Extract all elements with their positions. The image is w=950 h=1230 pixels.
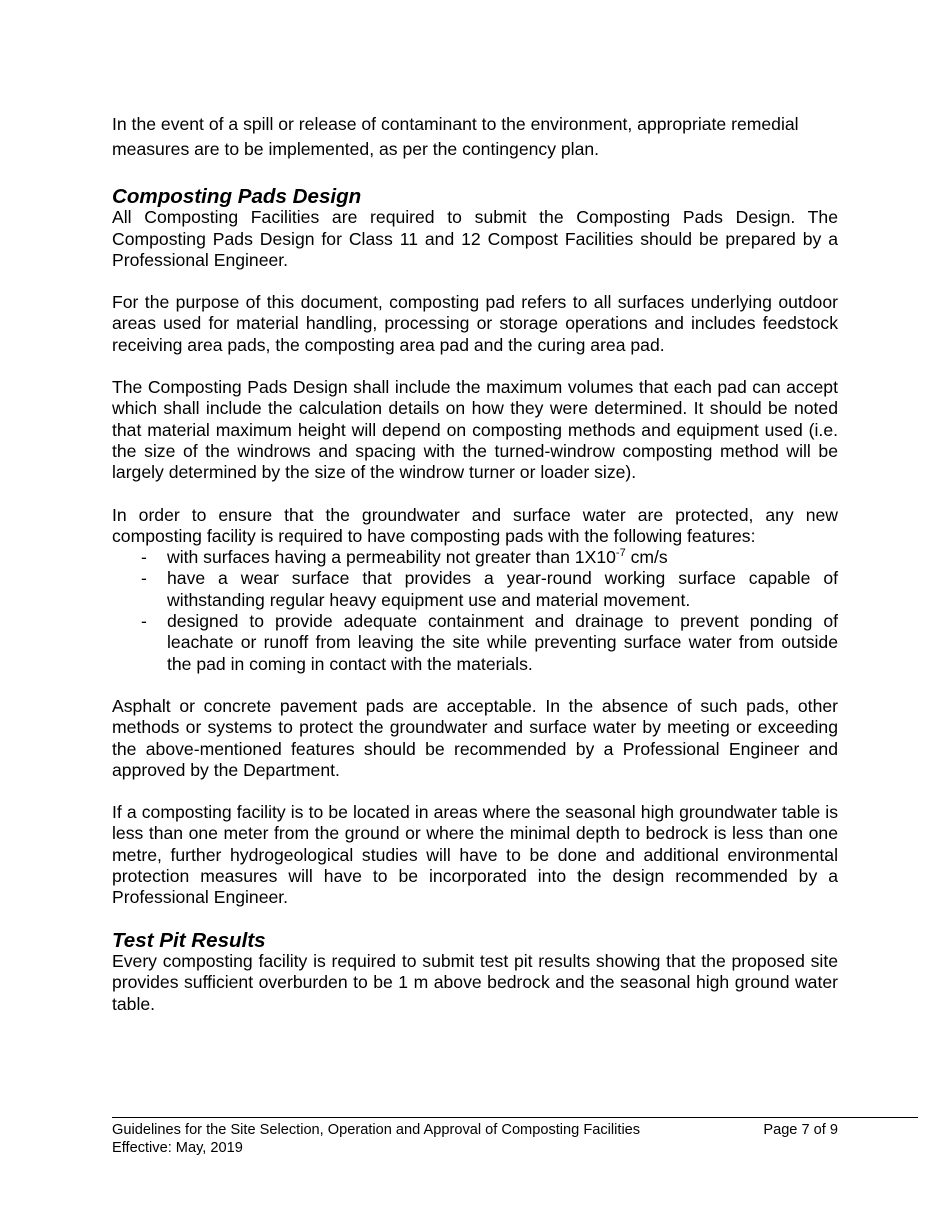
page-footer [112, 1121, 838, 1157]
list-item [112, 547, 838, 568]
intro-paragraph: In the event of a spill or release of contaminant to the environment, appropriate remedial measures are to be implemented, as per the contingency plan. [112, 114, 799, 159]
containment-text: designed to provide adequate containment and drainage to prevent ponding of leachate or runoff from leaving the site while preventing surface water from outside the pad in coming in contact with the materials. [167, 611, 838, 674]
footer-document-title: Guidelines for the Site Selection, Operation and Approval of Composting Facilities [112, 1122, 641, 1138]
composting-pads-paragraph-5: Asphalt or concrete pavement pads are acceptable. In the absence of such pads, other methods or systems to protect the groundwater and surface water by meeting or exceeding the above-mentioned features should be recommended by a Professional Engineer and approved by the Department. [112, 695, 838, 780]
wear-surface-text: have a wear surface that provides a year-round working surface capable of withstanding regular heavy equipment use and material movement. [167, 568, 838, 610]
permeability-exponent: -7 [615, 547, 626, 560]
permeability-text: with surfaces having a permeability not greater than 1X10 [167, 547, 616, 568]
test-pit-paragraph: Every composting facility is required to submit test pit results showing that the proposed site provides sufficient overburden to be 1 m above bedrock and the seasonal high ground water table. [112, 950, 838, 1014]
test-pit-heading: Test Pit Results [112, 928, 266, 952]
page-number: Page 7 of 9 [763, 1122, 838, 1138]
composting-pads-paragraph-2: For the purpose of this document, composting pad refers to all surfaces underlying outdoor areas used for material handling, processing or storage operations and includes feedstock receiving area pads, the composting area pad and the curing area pad. [112, 292, 838, 355]
list-dash: - [141, 568, 147, 589]
permeability-unit: cm/s [625, 547, 668, 568]
footer-divider [112, 1117, 918, 1118]
list-item [112, 568, 838, 611]
list-dash: - [141, 611, 147, 632]
composting-pads-heading: Composting Pads Design [112, 185, 362, 208]
composting-pads-paragraph-4: In order to ensure that the groundwater and surface water are protected, any new composting facility is required to have composting pads with the following features: [112, 504, 838, 546]
footer-effective-date: Effective: May, 2019 [112, 1140, 243, 1156]
list-item [112, 611, 838, 675]
list-dash: - [141, 547, 147, 568]
composting-pads-paragraph-3: The Composting Pads Design shall include the maximum volumes that each pad can accept which shall include the calculation details on how they were determined. It should be noted that material maximum height will depend on composting methods and equipment used (i.e. the size of the windrows and spacing with the turned-windrow composting method will be largely determined by the size of the windrow turner or loader size). [112, 377, 838, 483]
page-body [112, 112, 838, 1015]
composting-pads-paragraph-6: If a composting facility is to be located in areas where the seasonal high groundwater table is less than one meter from the ground or where the minimal depth to bedrock is less than one metre, further hydrogeological studies will have to be done and additional environmental protection measures will have to be incorporated into the design recommended by a Professional Engineer. [112, 802, 838, 908]
pad-features-list [112, 547, 838, 675]
composting-pads-paragraph-1: All Composting Facilities are required to submit the Composting Pads Design. The Composting Pads Design for Class 11 and 12 Compost Facilities should be prepared by a Professional Engineer. [112, 207, 838, 270]
